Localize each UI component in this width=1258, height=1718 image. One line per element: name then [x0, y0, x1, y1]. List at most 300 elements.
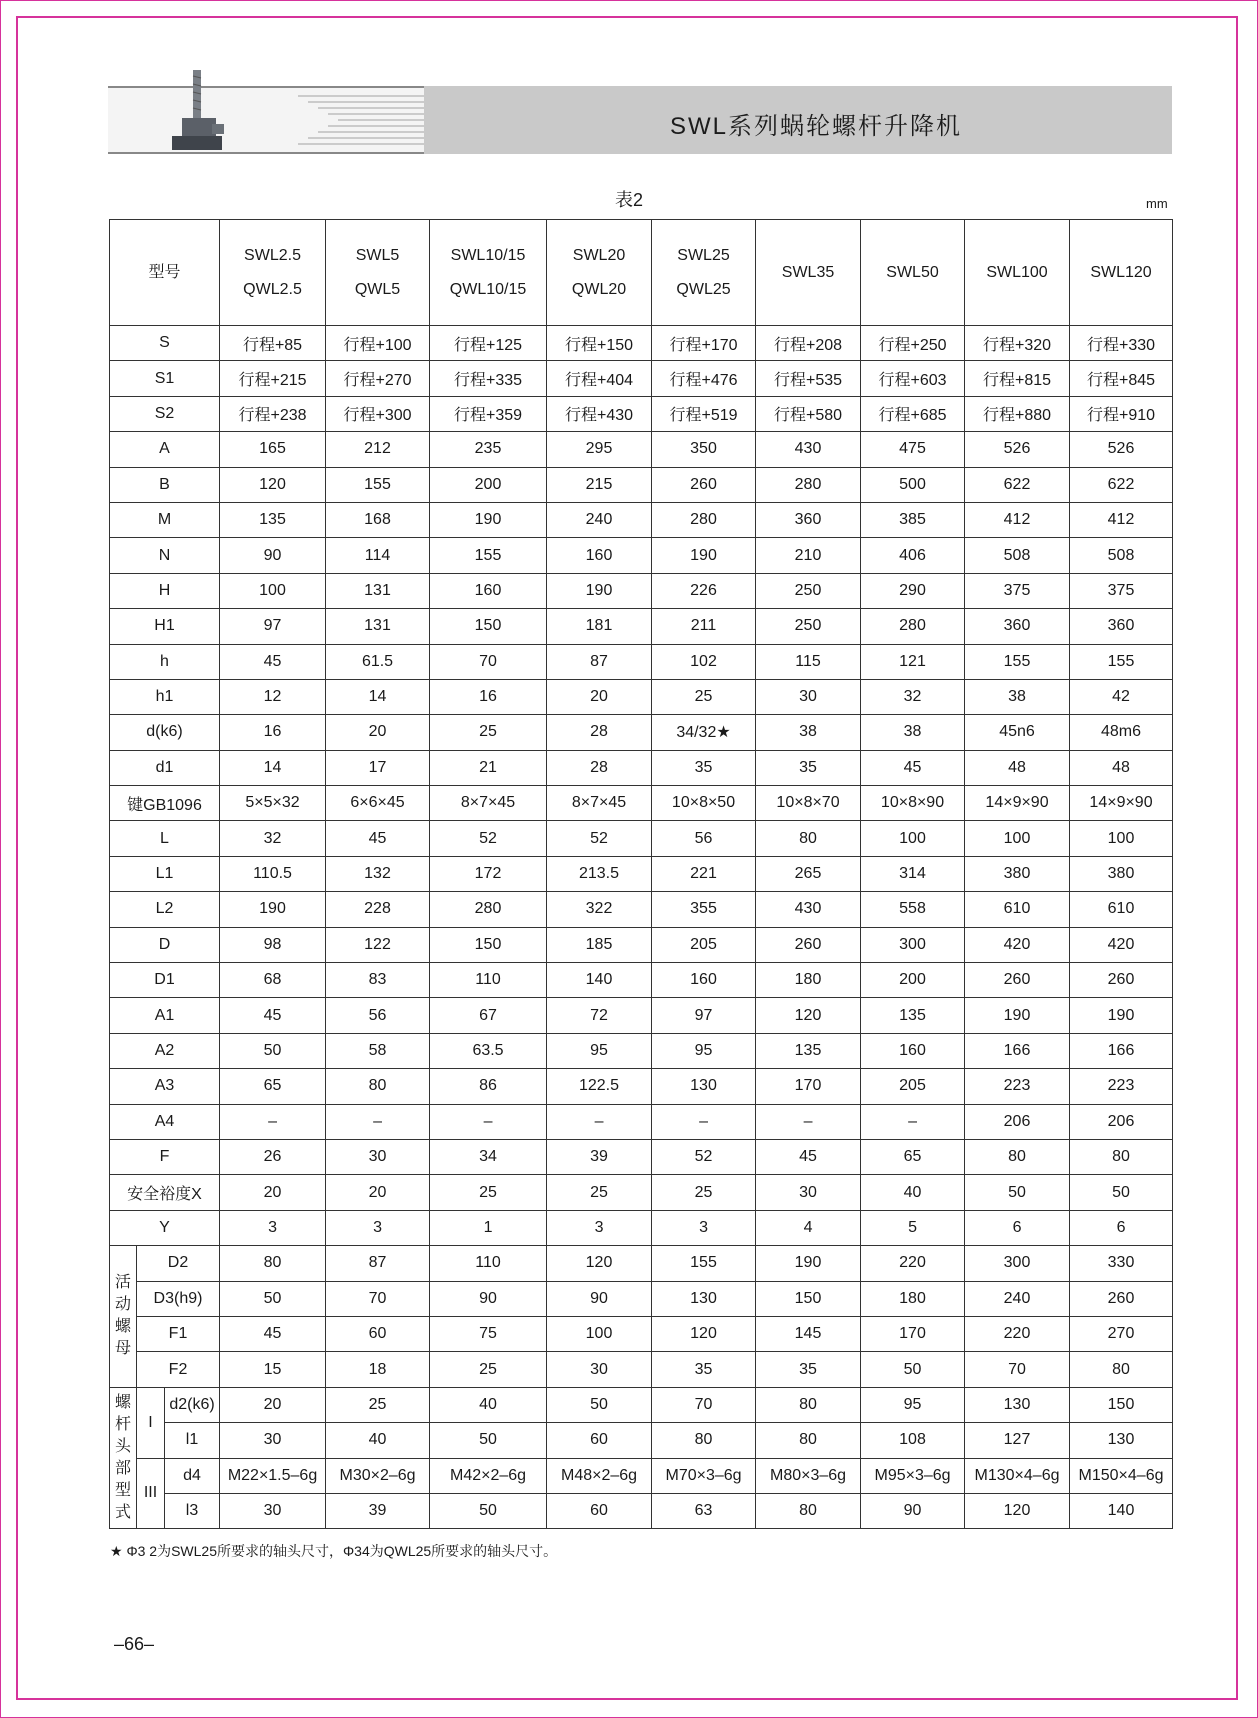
value-cell: 170: [756, 1069, 861, 1104]
value-cell: 40: [326, 1423, 430, 1458]
model-name: QWL20: [571, 280, 627, 298]
model-name: SWL20: [572, 246, 626, 264]
value-cell: 150: [756, 1281, 861, 1316]
value-cell: 95: [652, 1033, 756, 1068]
value-cell: 25: [652, 1175, 756, 1210]
value-cell: 行程+125: [430, 326, 547, 361]
value-cell: 508: [1070, 538, 1173, 573]
page-title: SWL系列蜗轮螺杆升降机: [669, 113, 962, 140]
value-cell: 190: [430, 502, 547, 537]
value-cell: 20: [326, 715, 430, 750]
table-row: [110, 326, 1173, 361]
value-cell: 56: [326, 998, 430, 1033]
value-cell: 48m6: [1070, 715, 1173, 750]
value-cell: 72: [547, 998, 652, 1033]
value-cell: 206: [965, 1104, 1070, 1139]
value-cell: 500: [861, 467, 965, 502]
value-cell: 45: [220, 998, 326, 1033]
value-cell: 28: [547, 750, 652, 785]
value-cell: 240: [965, 1281, 1070, 1316]
value-cell: 131: [326, 573, 430, 608]
value-cell: M95×3–6g: [861, 1458, 965, 1493]
value-cell: M30×2–6g: [326, 1458, 430, 1493]
value-cell: 6: [1070, 1210, 1173, 1245]
unit-label: mm: [1146, 196, 1168, 211]
table-row: [110, 644, 1173, 679]
value-cell: 190: [756, 1246, 861, 1281]
value-cell: 97: [652, 998, 756, 1033]
value-cell: 508: [965, 538, 1070, 573]
value-cell: 52: [547, 821, 652, 856]
value-cell: 110: [430, 963, 547, 998]
value-cell: 38: [965, 679, 1070, 714]
group-label-char: 动: [114, 1296, 131, 1314]
value-cell: 155: [430, 538, 547, 573]
value-cell: 行程+880: [965, 396, 1070, 431]
value-cell: 21: [430, 750, 547, 785]
value-cell: 102: [652, 644, 756, 679]
row-label: h: [110, 644, 220, 679]
value-cell: 430: [756, 892, 861, 927]
value-cell: 行程+685: [861, 396, 965, 431]
table-caption: 表2: [614, 190, 643, 210]
value-cell: 375: [965, 573, 1070, 608]
value-cell: 30: [756, 679, 861, 714]
value-cell: 280: [756, 467, 861, 502]
value-cell: 87: [326, 1246, 430, 1281]
table-row: [110, 396, 1173, 431]
value-cell: 58: [326, 1033, 430, 1068]
value-cell: 4: [756, 1210, 861, 1245]
table-row: [110, 1316, 1173, 1351]
row-label: l1: [165, 1423, 220, 1458]
value-cell: 80: [1070, 1352, 1173, 1387]
value-cell: 185: [547, 927, 652, 962]
value-cell: 行程+100: [326, 326, 430, 361]
value-cell: 135: [220, 502, 326, 537]
row-label: L1: [110, 856, 220, 891]
value-cell: 108: [861, 1423, 965, 1458]
value-cell: 14: [326, 679, 430, 714]
value-cell: 131: [326, 609, 430, 644]
value-cell: 300: [861, 927, 965, 962]
table-row: [110, 1069, 1173, 1104]
table-row: [110, 1281, 1173, 1316]
value-cell: 220: [861, 1246, 965, 1281]
value-cell: 35: [652, 750, 756, 785]
row-label: S2: [110, 396, 220, 431]
value-cell: 34: [430, 1139, 547, 1174]
value-cell: 420: [965, 927, 1070, 962]
model-name: QWL10/15: [449, 280, 527, 298]
table-row: [110, 1387, 1173, 1422]
value-cell: 70: [965, 1352, 1070, 1387]
value-cell: 56: [652, 821, 756, 856]
model-name: SWL50: [886, 263, 939, 281]
value-cell: 130: [965, 1387, 1070, 1422]
value-cell: 314: [861, 856, 965, 891]
value-cell: 221: [652, 856, 756, 891]
value-cell: 205: [861, 1069, 965, 1104]
value-cell: 210: [756, 538, 861, 573]
value-cell: 1: [430, 1210, 547, 1245]
value-cell: 190: [1070, 998, 1173, 1033]
value-cell: 35: [756, 750, 861, 785]
value-cell: 180: [861, 1281, 965, 1316]
value-cell: 260: [652, 467, 756, 502]
value-cell: 80: [1070, 1139, 1173, 1174]
model-name: SWL120: [1090, 263, 1152, 281]
value-cell: 200: [430, 467, 547, 502]
value-cell: 80: [965, 1139, 1070, 1174]
value-cell: 260: [1070, 963, 1173, 998]
row-label: d2(k6): [165, 1387, 220, 1422]
value-cell: –: [430, 1104, 547, 1139]
value-cell: 135: [756, 1033, 861, 1068]
table-row: [110, 927, 1173, 962]
value-cell: 122.5: [547, 1069, 652, 1104]
value-cell: 610: [965, 892, 1070, 927]
value-cell: 166: [1070, 1033, 1173, 1068]
model-name: SWL2.5: [244, 246, 301, 264]
value-cell: 60: [326, 1316, 430, 1351]
value-cell: 30: [220, 1493, 326, 1528]
value-cell: –: [652, 1104, 756, 1139]
value-cell: 127: [965, 1423, 1070, 1458]
value-cell: 50: [1070, 1175, 1173, 1210]
value-cell: 170: [861, 1316, 965, 1351]
group-label-char: 杆: [114, 1416, 131, 1433]
model-header: [220, 220, 326, 326]
value-cell: 45: [326, 821, 430, 856]
value-cell: 130: [652, 1069, 756, 1104]
row-label: D: [110, 927, 220, 962]
value-cell: M130×4–6g: [965, 1458, 1070, 1493]
value-cell: 61.5: [326, 644, 430, 679]
value-cell: 6: [965, 1210, 1070, 1245]
value-cell: 8×7×45: [430, 786, 547, 821]
value-cell: 行程+815: [965, 361, 1070, 396]
model-name: QWL2.5: [243, 280, 302, 298]
value-cell: 200: [861, 963, 965, 998]
table-row: [110, 821, 1173, 856]
value-cell: 63.5: [430, 1033, 547, 1068]
value-cell: 290: [861, 573, 965, 608]
row-label: S: [110, 326, 220, 361]
value-cell: 25: [430, 1175, 547, 1210]
value-cell: 211: [652, 609, 756, 644]
value-cell: 26: [220, 1139, 326, 1174]
model-header: [861, 220, 965, 326]
row-label: L2: [110, 892, 220, 927]
value-cell: 180: [756, 963, 861, 998]
group-label-char: 活: [114, 1274, 131, 1292]
table-row: [110, 432, 1173, 467]
value-cell: 25: [430, 1352, 547, 1387]
row-label: F2: [137, 1352, 220, 1387]
value-cell: 120: [965, 1493, 1070, 1528]
nut-group-label: [110, 1246, 137, 1388]
value-cell: 80: [326, 1069, 430, 1104]
model-name: SWL100: [986, 263, 1048, 281]
model-name: SWL5: [355, 246, 400, 264]
value-cell: 18: [326, 1352, 430, 1387]
value-cell: 20: [220, 1175, 326, 1210]
value-cell: 622: [1070, 467, 1173, 502]
value-cell: 385: [861, 502, 965, 537]
value-cell: 223: [965, 1069, 1070, 1104]
group-label-char: 螺: [114, 1318, 131, 1336]
value-cell: 16: [430, 679, 547, 714]
value-cell: 65: [861, 1139, 965, 1174]
value-cell: 3: [220, 1210, 326, 1245]
value-cell: 240: [547, 502, 652, 537]
corner-label: 型号: [110, 220, 220, 326]
value-cell: 130: [1070, 1423, 1173, 1458]
row-label: D2: [137, 1246, 220, 1281]
value-cell: 30: [220, 1423, 326, 1458]
value-cell: 25: [547, 1175, 652, 1210]
value-cell: –: [756, 1104, 861, 1139]
value-cell: 35: [652, 1352, 756, 1387]
model-name: QWL5: [354, 280, 401, 298]
model-name: SWL10/15: [450, 246, 526, 264]
value-cell: 10×8×50: [652, 786, 756, 821]
row-label: F1: [137, 1316, 220, 1351]
value-cell: 行程+208: [756, 326, 861, 361]
value-cell: 14: [220, 750, 326, 785]
value-cell: 行程+476: [652, 361, 756, 396]
value-cell: 行程+238: [220, 396, 326, 431]
value-cell: 190: [965, 998, 1070, 1033]
value-cell: 260: [1070, 1281, 1173, 1316]
footnote: ★ Φ3 2为SWL25所要求的轴头尺寸，Φ34为QWL25所要求的轴头尺寸。: [110, 1543, 558, 1559]
value-cell: 150: [430, 609, 547, 644]
value-cell: 190: [220, 892, 326, 927]
model-header: [547, 220, 652, 326]
value-cell: 280: [652, 502, 756, 537]
row-label: A3: [110, 1069, 220, 1104]
value-cell: 20: [220, 1387, 326, 1422]
value-cell: 90: [861, 1493, 965, 1528]
value-cell: 330: [1070, 1246, 1173, 1281]
value-cell: 80: [756, 1423, 861, 1458]
value-cell: 行程+85: [220, 326, 326, 361]
row-label: H1: [110, 609, 220, 644]
value-cell: 70: [652, 1387, 756, 1422]
row-label: F: [110, 1139, 220, 1174]
table-row: [110, 1423, 1173, 1458]
value-cell: –: [220, 1104, 326, 1139]
row-label: l3: [165, 1493, 220, 1528]
value-cell: 10×8×90: [861, 786, 965, 821]
value-cell: 68: [220, 963, 326, 998]
table-row: [110, 1175, 1173, 1210]
value-cell: 90: [547, 1281, 652, 1316]
screw-jack-icon: [168, 70, 228, 154]
value-cell: 80: [756, 1387, 861, 1422]
value-cell: 60: [547, 1423, 652, 1458]
table-row: [110, 1210, 1173, 1245]
row-label: D3(h9): [137, 1281, 220, 1316]
table-row: [110, 1352, 1173, 1387]
value-cell: 150: [1070, 1387, 1173, 1422]
value-cell: 52: [430, 821, 547, 856]
table-row: [110, 361, 1173, 396]
value-cell: 228: [326, 892, 430, 927]
value-cell: 32: [220, 821, 326, 856]
value-cell: 420: [1070, 927, 1173, 962]
value-cell: 14×9×90: [965, 786, 1070, 821]
value-cell: 17: [326, 750, 430, 785]
value-cell: M22×1.5–6g: [220, 1458, 326, 1493]
value-cell: 行程+170: [652, 326, 756, 361]
row-label: M: [110, 502, 220, 537]
value-cell: 行程+270: [326, 361, 430, 396]
value-cell: 140: [547, 963, 652, 998]
value-cell: 90: [220, 538, 326, 573]
value-cell: 5×5×32: [220, 786, 326, 821]
value-cell: 25: [652, 679, 756, 714]
value-cell: 160: [652, 963, 756, 998]
value-cell: 190: [652, 538, 756, 573]
table-row: [110, 679, 1173, 714]
value-cell: 130: [652, 1281, 756, 1316]
value-cell: 行程+150: [547, 326, 652, 361]
table-row: [110, 502, 1173, 537]
value-cell: 32: [861, 679, 965, 714]
model-name: QWL25: [676, 280, 731, 298]
table-row: [110, 1104, 1173, 1139]
value-cell: 360: [965, 609, 1070, 644]
value-cell: 140: [1070, 1493, 1173, 1528]
table-row: [110, 1493, 1173, 1528]
value-cell: 63: [652, 1493, 756, 1528]
value-cell: 280: [430, 892, 547, 927]
row-label: A1: [110, 998, 220, 1033]
value-cell: 14×9×90: [1070, 786, 1173, 821]
value-cell: 48: [1070, 750, 1173, 785]
value-cell: 30: [756, 1175, 861, 1210]
value-cell: 250: [756, 609, 861, 644]
value-cell: –: [547, 1104, 652, 1139]
value-cell: 110.5: [220, 856, 326, 891]
value-cell: 526: [1070, 432, 1173, 467]
value-cell: M150×4–6g: [1070, 1458, 1173, 1493]
value-cell: 300: [965, 1246, 1070, 1281]
value-cell: 265: [756, 856, 861, 891]
value-cell: 155: [652, 1246, 756, 1281]
table-row: [110, 1246, 1173, 1281]
value-cell: 52: [652, 1139, 756, 1174]
value-cell: M80×3–6g: [756, 1458, 861, 1493]
table-row: [110, 892, 1173, 927]
value-cell: 355: [652, 892, 756, 927]
value-cell: 45: [861, 750, 965, 785]
value-cell: 行程+580: [756, 396, 861, 431]
value-cell: 475: [861, 432, 965, 467]
value-cell: 70: [430, 644, 547, 679]
value-cell: 40: [430, 1387, 547, 1422]
row-label: h1: [110, 679, 220, 714]
value-cell: 155: [965, 644, 1070, 679]
group-label-char: 螺: [114, 1394, 131, 1411]
value-cell: 120: [652, 1316, 756, 1351]
table-header-row: [110, 220, 1173, 326]
row-label: S1: [110, 361, 220, 396]
row-label: 键GB1096: [110, 786, 220, 821]
value-cell: 34/32★: [652, 715, 756, 750]
value-cell: 行程+330: [1070, 326, 1173, 361]
value-cell: 260: [965, 963, 1070, 998]
value-cell: 86: [430, 1069, 547, 1104]
value-cell: 15: [220, 1352, 326, 1387]
value-cell: 80: [220, 1246, 326, 1281]
value-cell: 65: [220, 1069, 326, 1104]
value-cell: 25: [430, 715, 547, 750]
value-cell: 98: [220, 927, 326, 962]
value-cell: 114: [326, 538, 430, 573]
value-cell: 160: [547, 538, 652, 573]
value-cell: 行程+320: [965, 326, 1070, 361]
value-cell: 行程+359: [430, 396, 547, 431]
value-cell: 83: [326, 963, 430, 998]
value-cell: 97: [220, 609, 326, 644]
value-cell: 20: [326, 1175, 430, 1210]
value-cell: M70×3–6g: [652, 1458, 756, 1493]
value-cell: 50: [220, 1033, 326, 1068]
table-row: [110, 856, 1173, 891]
value-cell: 100: [861, 821, 965, 856]
value-cell: 行程+535: [756, 361, 861, 396]
value-cell: 行程+845: [1070, 361, 1173, 396]
group-label-char: 型: [114, 1482, 131, 1499]
value-cell: 30: [547, 1352, 652, 1387]
row-label: d4: [165, 1458, 220, 1493]
value-cell: 5: [861, 1210, 965, 1245]
model-name: SWL35: [781, 263, 835, 281]
value-cell: 行程+335: [430, 361, 547, 396]
value-cell: 350: [652, 432, 756, 467]
value-cell: 120: [547, 1246, 652, 1281]
value-cell: M42×2–6g: [430, 1458, 547, 1493]
value-cell: 行程+300: [326, 396, 430, 431]
group-label-char: 部: [114, 1460, 131, 1477]
value-cell: 558: [861, 892, 965, 927]
table-row: [110, 538, 1173, 573]
value-cell: 132: [326, 856, 430, 891]
value-cell: 90: [430, 1281, 547, 1316]
value-cell: 48: [965, 750, 1070, 785]
row-label: A4: [110, 1104, 220, 1139]
value-cell: 40: [861, 1175, 965, 1210]
value-cell: 322: [547, 892, 652, 927]
value-cell: 3: [326, 1210, 430, 1245]
table-row: [110, 963, 1173, 998]
value-cell: 16: [220, 715, 326, 750]
value-cell: 3: [547, 1210, 652, 1245]
value-cell: 412: [965, 502, 1070, 537]
value-cell: 87: [547, 644, 652, 679]
model-name: SWL25: [677, 246, 730, 264]
value-cell: 60: [547, 1493, 652, 1528]
table-row: [110, 1458, 1173, 1493]
value-cell: 110: [430, 1246, 547, 1281]
table-row: [110, 715, 1173, 750]
value-cell: 430: [756, 432, 861, 467]
value-cell: 145: [756, 1316, 861, 1351]
value-cell: –: [326, 1104, 430, 1139]
